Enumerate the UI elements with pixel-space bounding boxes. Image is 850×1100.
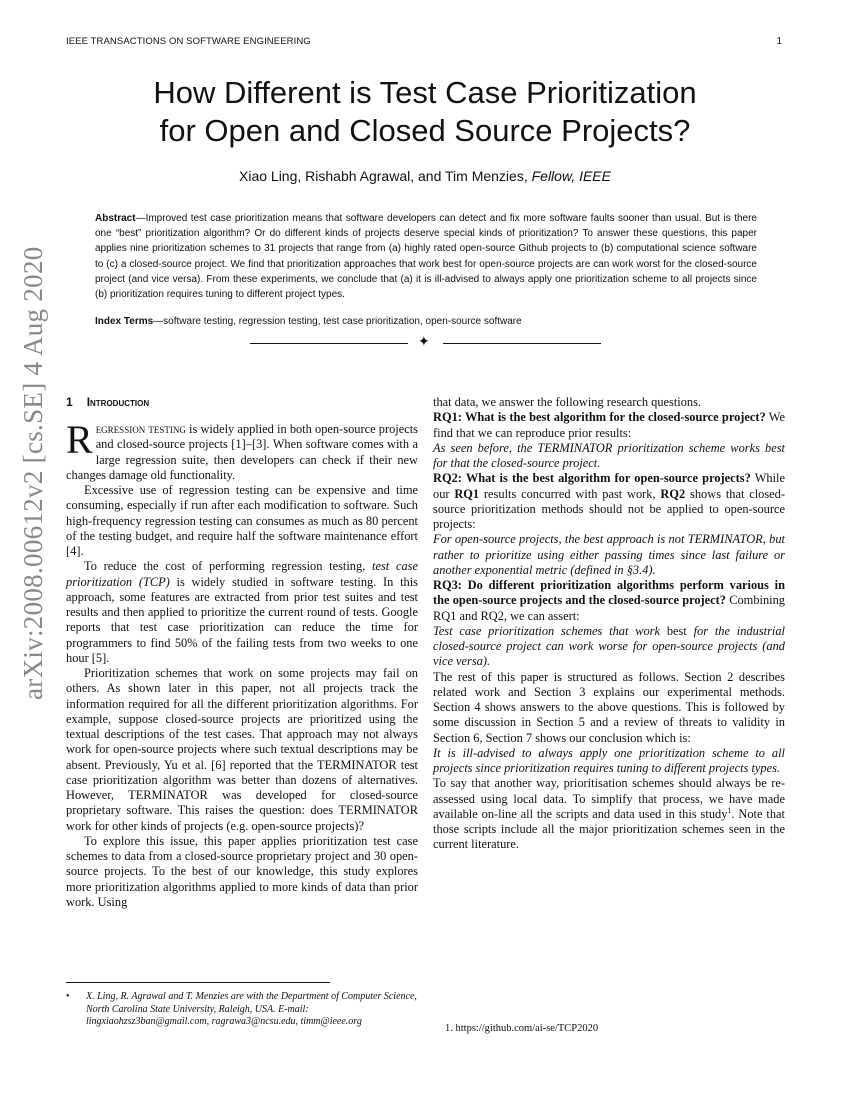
bullet-icon: • xyxy=(66,991,70,1002)
rq2-paragraph xyxy=(433,471,785,532)
rq3-paragraph xyxy=(433,578,785,624)
intro-paragraph-5: To explore this issue, this paper applies prioritization test case schemes to data from a closed-source proprietary project and 30 open-source projects. To the best of our knowledge, this study explores more prioritization algorithms applied to more kinds of data than prior work. Using xyxy=(66,833,418,909)
rq3-text: Combining RQ1 and RQ2, we can assert: xyxy=(433,593,785,623)
rq3-quote xyxy=(433,624,785,670)
divider-line-left xyxy=(250,343,408,344)
rq3-quote-a: Test case prioritization schemes that work xyxy=(433,623,667,638)
left-column xyxy=(66,395,418,910)
rq2-quote: For open-source projects, the best approach is not TERMINATOR, but rather to prioritize using either passing times since last failure or another exponential metric (defined in §3.4). xyxy=(433,532,785,577)
rq1-quote: As seen before, the TERMINATOR prioritization scheme works best for that the closed-source project. xyxy=(433,440,785,470)
author-list xyxy=(0,168,850,184)
footnote-rule xyxy=(66,982,330,983)
closing-text-a: To say that another way, prioritisation schemes should always be re-assessed using local data. To simplify that process, we have made available on-line all the scripts and data used in this study xyxy=(433,776,785,821)
author-footnote-text: X. Ling, R. Agrawal and T. Menzies are with the Department of Computer Science, North Carolina State University, Raleigh, USA. E-mail: lingxiaohzsz3ban@gmail.com, ragrawa3@ncsu.edu, timm@ieee.org xyxy=(86,991,417,1027)
rq2-text-b: results concurred with past work, xyxy=(479,486,661,501)
rq1-paragraph xyxy=(433,410,785,441)
closing-text-b: . Note that those scripts include all the major prioritization schemes seen in the current literature. xyxy=(433,806,785,852)
section-heading xyxy=(66,395,418,410)
rq2-text-a: While our xyxy=(433,471,785,501)
index-terms-text: —software testing, regression testing, test case prioritization, open-source software xyxy=(153,316,522,327)
rq1-label: RQ1: What is the best algorithm for the closed-source project? xyxy=(433,410,766,425)
author-footnote xyxy=(66,991,418,1029)
conclusion-quote: It is ill-advised to always apply one prioritization scheme to all projects since prioritization requires tuning to different projects types. xyxy=(433,745,785,775)
intro-p3-b: is widely studied in software testing. In this approach, some features are extracted from prior test suites and test results and then applied to prioritize the current round of tests. Google reports that test case prioritization can reduce the time for programmers to find 50% of the failing tests from two weeks to one hour [5]. xyxy=(66,574,418,665)
intro-paragraph-3 xyxy=(66,559,418,666)
abstract xyxy=(95,211,757,302)
abstract-label: Abstract xyxy=(95,213,136,224)
author-names: Xiao Ling, Rishabh Agrawal, and Tim Menzies, xyxy=(239,168,532,184)
rq-intro: that data, we answer the following research questions. xyxy=(433,395,702,409)
abstract-text: —Improved test case prioritization means that software developers can detect and fix more software faults sooner than usual. But is there one “best” prioritization algorithm? Or do different kinds of projects deserve special kinds of prioritization? To answer these questions, this paper applies nine prioritization schemes to 31 projects that range from (a) highly rated open-source Github projects to (b) computational science software to (c) a closed-source project. We find that prioritization approaches that work best for open-source projects are can work worst for the closed-source project (and vice versa). From these experiments, we conclude that (a) it is ill-advised to always apply one prioritization scheme to all projects since (b) prioritization requires tuning to different project types. xyxy=(95,213,757,301)
section-number: 1 xyxy=(66,395,73,409)
intro-paragraph-4: Prioritization schemes that work on some projects may fail on others. As shown later in this paper, not all projects track the information required for all the different prioritization algorithms. For example, suppose closed-source projects are prioritized using the textual descriptions of the test cases. That approach may not always work for open-source projects where such textual descriptions may be absent. Previously, Yu et al. [6] reported that the TERMINATOR test case prioritization algorithm was better than dozens of alternatives. However, TERMINATOR was developed for closed-source proprietary software. This raises the question: does TERMINATOR work for other kinds of projects (e.g. open-source projects)? xyxy=(66,666,418,833)
rq2-ref1: RQ1 xyxy=(454,486,480,501)
arxiv-watermark: arXiv:2008.00612v2 [cs.SE] 4 Aug 2020 xyxy=(18,246,48,700)
running-header: IEEE TRANSACTIONS ON SOFTWARE ENGINEERING xyxy=(66,36,311,47)
index-terms xyxy=(95,314,757,329)
intro-paragraph-1 xyxy=(66,417,418,483)
title-line-1: How Different is Test Case Prioritization xyxy=(153,75,697,110)
section-title: Introduction xyxy=(86,395,150,409)
structure-paragraph: The rest of this paper is structured as follows. Section 2 describes related work and Section 3 explains our experimental methods. Section 4 shows answers to the above questions. This is followed by some discussion in Section 5 and a review of threats to validity in Section 6, Section 7 shows our conclusion which is: xyxy=(433,669,785,745)
url-footnote: 1. https://github.com/ai-se/TCP2020 xyxy=(445,1023,599,1034)
intro-paragraph-2: Excessive use of regression testing can be expensive and time consuming, especially if run after each modification to software. Such high-frequency regression testing can consumes as much as 80 percent of the testing budget, and require half the software maintenance effort [4]. xyxy=(66,483,418,558)
rq3-label: RQ3: Do different prioritization algorithms perform various in the open-source projects and the closed-source project? xyxy=(433,578,785,608)
paper-title xyxy=(0,74,850,150)
rq2-label: RQ2: What is the best algorithm for open-source projects? xyxy=(433,471,751,486)
intro-p3-italic: test case prioritization (TCP) xyxy=(66,559,418,589)
index-terms-label: Index Terms xyxy=(95,316,154,327)
title-line-2: for Open and Closed Source Projects? xyxy=(159,113,691,148)
rq2-ref2: RQ2 xyxy=(660,486,686,501)
intro-p3-a: To reduce the cost of performing regression testing, xyxy=(84,559,373,574)
page-number: 1 xyxy=(776,36,782,47)
divider-diamond-icon: ✦ xyxy=(418,335,430,350)
rq2-text-c: shows that closed-source prioritization methods should not be applied to open-source projects: xyxy=(433,486,785,531)
intro-p1-text: is widely applied in both open-source projects and closed-source projects [1]–[3]. When software comes with a large regression suite, then developers can check if their new changes damage old functionality. xyxy=(66,422,418,482)
rq3-quote-best: best xyxy=(666,623,687,638)
intro-smallcaps: egression testing xyxy=(95,422,186,436)
footnote-marker: 1 xyxy=(727,805,732,815)
rq3-quote-b: for the industrial closed-source project can work worse for open-source projects (and vice versa). xyxy=(433,623,785,669)
rq1-text: We find that we can reproduce prior results: xyxy=(433,410,785,440)
right-column xyxy=(433,395,785,853)
drop-cap: R xyxy=(66,417,93,462)
divider-line-right xyxy=(443,343,601,344)
author-fellow: Fellow, IEEE xyxy=(531,168,611,184)
closing-paragraph xyxy=(433,776,785,852)
